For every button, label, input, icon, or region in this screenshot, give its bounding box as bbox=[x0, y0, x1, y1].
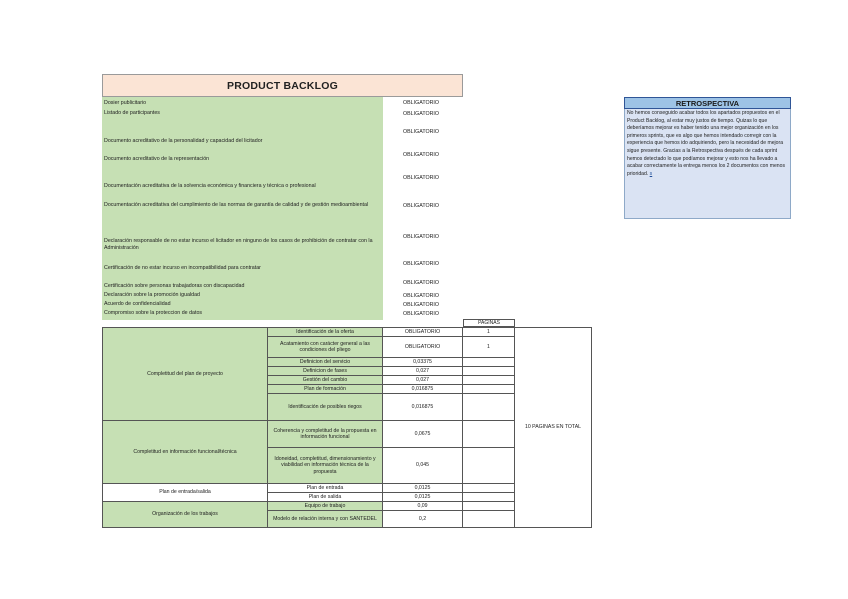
status-label: OBLIGATORIO bbox=[403, 100, 440, 106]
value-cell: 0,016875 bbox=[383, 394, 463, 421]
category-cell: Plan de entrada/salida bbox=[103, 484, 268, 502]
pages-cell bbox=[463, 484, 515, 493]
backlog-item: Certificación sobre personas trabajadoras con discapacidad bbox=[104, 283, 245, 289]
status-label: OBLIGATORIO bbox=[403, 129, 440, 135]
pages-cell bbox=[463, 376, 515, 385]
backlog-item: Acuerdo de confidencialidad bbox=[104, 301, 171, 307]
status-label: OBLIGATORIO bbox=[403, 203, 440, 209]
status-label: OBLIGATORIO bbox=[403, 311, 440, 317]
criterion-cell: Equipo de trabajo bbox=[268, 502, 383, 511]
pages-cell: 1 bbox=[463, 328, 515, 337]
value-cell: 0,0125 bbox=[383, 484, 463, 493]
backlog-item: Compromiso sobre la proteccion de datos bbox=[104, 310, 203, 316]
retrospectiva-link[interactable]: s bbox=[649, 170, 653, 177]
product-backlog-list bbox=[102, 97, 383, 320]
value-cell: 0,03375 bbox=[383, 358, 463, 367]
criterion-cell: Definicion de fases bbox=[268, 367, 383, 376]
criterion-cell: Idoneidad, completitud, dimensionamiento y viabilidad en información técnica de la propuesta bbox=[268, 448, 383, 484]
value-cell: 0,045 bbox=[383, 448, 463, 484]
status-label: OBLIGATORIO bbox=[403, 111, 440, 117]
criterion-cell: Acatamiento con carácter general a las condiciones del pliego bbox=[268, 337, 383, 358]
category-cell: Completitud en información funcional/técnica bbox=[103, 421, 268, 484]
value-cell: 0,016875 bbox=[383, 385, 463, 394]
status-label: OBLIGATORIO bbox=[403, 293, 440, 299]
pages-cell bbox=[463, 385, 515, 394]
backlog-item: Declaración sobre la promoción igualdad bbox=[104, 292, 200, 298]
retrospectiva-text: No hemos conseguido acabar todos los apartados propuestos en el Product Backlog, al estar muy justos de tiempo. Quizas lo que deberíamos mejorar es haber tenido una mejor organización en los primeros sprints, que es algo que hemos intendado corregir con la experiencia que hemos ido adquiriendo, pero la necesidad de mejora sigue presente. Gracias a la Retrospectiva después de cada sprint hemos detectado lo que podíamos mejorar y esto nos ha llevado a acabar correctamente la entrega menos los 2 documentos con menos prioridad. bbox=[627, 110, 785, 177]
value-cell: 0,2 bbox=[383, 511, 463, 528]
status-label: OBLIGATORIO bbox=[403, 234, 440, 240]
criterion-cell: Coherencia y completitud de la propuesta en información funcional bbox=[268, 421, 383, 448]
product-backlog-title: PRODUCT BACKLOG bbox=[102, 74, 463, 97]
retrospectiva-title: RETROSPECTIVA bbox=[624, 97, 791, 109]
criterion-cell: Plan de formación bbox=[268, 385, 383, 394]
pages-cell bbox=[463, 493, 515, 502]
retrospectiva-body bbox=[624, 109, 791, 219]
status-label: OBLIGATORIO bbox=[403, 152, 440, 158]
paginas-header: PAGINAS bbox=[463, 319, 515, 327]
criterion-cell: Definicion del servicio bbox=[268, 358, 383, 367]
value-cell: 0,027 bbox=[383, 367, 463, 376]
value-cell: OBLIGATORIO bbox=[383, 328, 463, 337]
pages-cell bbox=[463, 358, 515, 367]
status-label: OBLIGATORIO bbox=[403, 280, 440, 286]
criterion-cell: Identificación de posibles riegos bbox=[268, 394, 383, 421]
backlog-item: Certificación de no estar incurso en incompatibilidad para contratar bbox=[104, 265, 261, 271]
value-cell: 0,0125 bbox=[383, 493, 463, 502]
pages-cell bbox=[463, 448, 515, 484]
status-label: OBLIGATORIO bbox=[403, 302, 440, 308]
status-label: OBLIGATORIO bbox=[403, 261, 440, 267]
backlog-item: Documento acreditativo de la personalidad y capacidad del licitador bbox=[104, 138, 263, 144]
value-cell: 0,027 bbox=[383, 376, 463, 385]
value-cell: 0,0675 bbox=[383, 421, 463, 448]
criterion-cell: Identificación de la oferta bbox=[268, 328, 383, 337]
backlog-item: Listado de participantes bbox=[104, 110, 160, 116]
criterion-cell: Plan de entrada bbox=[268, 484, 383, 493]
pages-cell bbox=[463, 367, 515, 376]
category-cell: Organización de los trabajos bbox=[103, 502, 268, 528]
evaluation-table bbox=[102, 327, 592, 528]
total-pages-cell: 10 PAGINAS EN TOTAL bbox=[515, 328, 592, 528]
pages-cell bbox=[463, 394, 515, 421]
category-cell: Completitud del plan de proyecto bbox=[103, 328, 268, 421]
pages-cell bbox=[463, 511, 515, 528]
backlog-item: Documento acreditativo de la representación bbox=[104, 156, 210, 162]
criterion-cell: Plan de salida bbox=[268, 493, 383, 502]
value-cell: OBLIGATORIO bbox=[383, 337, 463, 358]
value-cell: 0,09 bbox=[383, 502, 463, 511]
backlog-item: Documentación acreditativa de la solvencia económica y financiera y técnica o profesional bbox=[104, 183, 316, 189]
pages-cell: 1 bbox=[463, 337, 515, 358]
pages-cell bbox=[463, 502, 515, 511]
status-label: OBLIGATORIO bbox=[403, 175, 440, 181]
backlog-item: Documentación acreditativa del cumplimiento de las normas de garantía de calidad y de gestión medioambiental bbox=[104, 202, 369, 208]
table-row bbox=[103, 328, 592, 337]
criterion-cell: Modelo de relación interna y con SANTEDEL bbox=[268, 511, 383, 528]
backlog-item: Dosier publicitario bbox=[104, 100, 147, 106]
backlog-item: Declaración responsable de no estar incurso el licitador en ninguno de los casos de prohibición de contratar con la Administración bbox=[104, 238, 373, 251]
pages-cell bbox=[463, 421, 515, 448]
criterion-cell: Gestión del cambio bbox=[268, 376, 383, 385]
